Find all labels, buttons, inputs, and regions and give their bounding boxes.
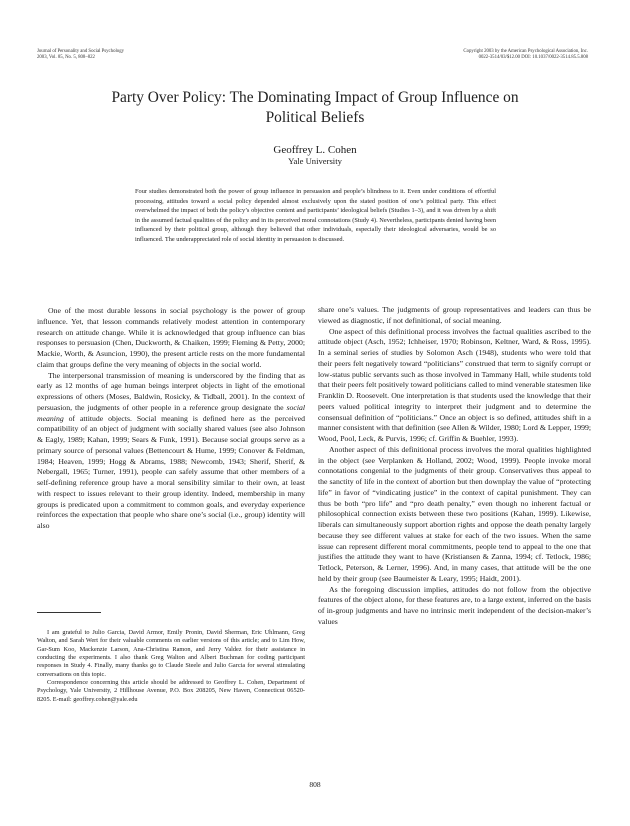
title-line-2: Political Beliefs bbox=[265, 109, 365, 126]
body-paragraph: One aspect of this definitional process involves the factual qualities ascribed to the attitude object (Asch, 1952; Ichheiser, 1970; Robinson, Keltner, Ward, & Ross, 1995). In a seminal series of studies by Solomon Asch (1948), students who were told that their peers felt negatively toward “politicians” construed that term to signify corrupt or low-status public servants such as those involved in Tammany Hall, while students told that their peers felt positively toward politicians called to mind venerable statesmen like Franklin D. Roosevelt. One interpretation is that students used the knowledge that their peers valued political integrity to interpret their judgment and to determine the consensual definition of “politicians.” Once an object is so defined, attitudes shift in a manner consistent with that definition (see Allen & Wilder, 1980; Lord & Lepper, 1999; Wood, Pool, Leck, & Purvis, 1996; cf. Griffin & Buehler, 1993). bbox=[318, 326, 591, 443]
title-line-1: Party Over Policy: The Dominating Impact of Group Influence on bbox=[111, 89, 519, 106]
doi-text: 0022-3514/03/$12.00 DOI: 10.1037/0022-3514.85.5.808 bbox=[478, 55, 588, 60]
acknowledgments: I am grateful to Julio Garcia, David Armor, Emily Pronin, David Sherman, Eric Uhlmann, Greg Walton, and Sarah Wert for their valuable comments on earlier versions of this article; and to Lim How, Gar-Sum Koo, Mackenzie Larson, Ana-Christina Ramon, and Jerry Valdez for their assistance in conducting the experiments. I also thank Greg Walton and Albert Buchman for coding participant responses in Study 4. Finally, many thanks go to Claude Steele and Julio Garcia for several stimulating conversations on this topic. bbox=[37, 629, 305, 678]
author-note bbox=[37, 629, 305, 704]
right-column bbox=[318, 305, 591, 628]
body-text: The interpersonal transmission of meaning is underscored by the finding that as early as 12 months of age human beings interpret objects in light of the emotional expressions of others (Moses, Baldwin, Rosicky, & Tidball, 2001). In the context of persuasion, the judgments of other people in a reference group designate the bbox=[37, 370, 305, 412]
author-name: Geoffrey L. Cohen bbox=[273, 144, 357, 156]
journal-volume: 2003, Vol. 85, No. 5, 808–822 bbox=[37, 55, 95, 60]
body-paragraph: As the foregoing discussion implies, attitudes do not follow from the objective features of the object alone, for these features are, to a large extent, inferred on the basis of in-group judgments and have no intrinsic merit independent of the decision-maker’s values bbox=[318, 584, 591, 626]
body-paragraph: share one’s values. The judgments of group representatives and leaders can thus be viewed as diagnostic, if not definitional, of social meaning. bbox=[318, 305, 591, 325]
correspondence: Correspondence concerning this article should be addressed to Geoffrey L. Cohen, Department of Psychology, Yale University, 2 Hillhouse Avenue, P.O. Box 208205, New Haven, Connecticut 06520-8205. E-mail: geoffrey.cohen@yale.edu bbox=[37, 679, 305, 703]
copyright-text: Copyright 2003 by the American Psychological Association, Inc. bbox=[463, 49, 588, 54]
body-paragraph: One of the most durable lessons in social psychology is the power of group influence. Yet, that lesson commands relatively modest attention in contemporary research on attitude change. While it is acknowledged that group influence can bias responses to persuasion (Chen, Duckworth, & Chaiken, 1999; Fleming & Petty, 2000; Mackie, Worth, & Asuncion, 1990), the present article rests on the more fundamental claim that groups define the very meaning of objects in the social world. bbox=[37, 306, 305, 369]
article-title bbox=[40, 88, 590, 128]
left-column bbox=[37, 306, 305, 532]
page-number: 808 bbox=[309, 780, 321, 789]
journal-citation bbox=[37, 49, 124, 61]
emphasized-term: social meaning bbox=[37, 402, 305, 423]
body-text: of attitude objects. Social meaning is defined here as the perceived compatibility of an object of judgment with socially shared values (see also Johnson & Eagly, 1989; Kahan, 1999; Sears & Funk, 1991). Because social groups serve as a primary source of personal values (Bettencourt & Hume, 1999; Conover & Feldman, 1984; Heaven, 1999; Hogg & Abrams, 1988; Newcomb, 1943; Sherif, Sherif, & Nebergall, 1965; Turner, 1991), people can safely assume that other members of a self-defining reference group have a moral sensibility similar to their own, at least with respect to issues relevant to their group identity. Indeed, membership in many groups is predicated upon a commitment to common goals, and everyday experience reinforces the expectation that people who share one’s social (i.e., group) identity will also bbox=[37, 413, 305, 530]
footnote-divider bbox=[37, 612, 101, 613]
author-affiliation: Yale University bbox=[288, 156, 342, 166]
body-paragraph bbox=[37, 371, 305, 532]
abstract: Four studies demonstrated both the power of group influence in persuasion and people’s blindness to it. Even under conditions of effortful processing, attitudes toward a social policy depended almost exclusively upon the stated position of one’s political party. This effect overwhelmed the impact of both the policy’s objective content and participants’ ideological beliefs (Studies 1–3), and it was driven by a shift in the assumed factual qualities of the policy and in its perceived moral connotations (Study 4). Nevertheless, participants denied having been influenced by their political group, although they believed that other individuals, especially their ideological adversaries, would be so influenced. The underappreciated role of social identity in persuasion is discussed. bbox=[135, 188, 496, 243]
copyright-notice bbox=[463, 49, 588, 61]
body-paragraph: Another aspect of this definitional process involves the moral qualities highlighted in the object (see Verplanken & Holland, 2002; Wood, 1999). People invoke moral connotations congenial to the judgments of their group. Conservatives thus appeal to the sanctity of life in the context of abortion but then downplay the value of “protecting life” in favor of “vindicating justice” in the context of capital punishment. They can thus be both “pro life” and “pro death penalty,” even though no inherent factual or philosophical connection exists between these two positions (Kahan, 1999). Likewise, liberals can simultaneously support abortion rights and oppose the death penalty largely because they see different values at stake for each of the two issues. When the same issue can represent different moral commitments, people tend to appeal to the one that justifies the attitude they want to have (Kristiansen & Zanna, 1994; cf. Tetlock, 1986; Tetlock, Peterson, & Lerner, 1996). And, in many cases, that attitude will be the one held by their group (see Baumeister & Leary, 1995; Haidt, 2001). bbox=[318, 444, 591, 583]
journal-name: Journal of Personality and Social Psychology bbox=[37, 49, 124, 54]
